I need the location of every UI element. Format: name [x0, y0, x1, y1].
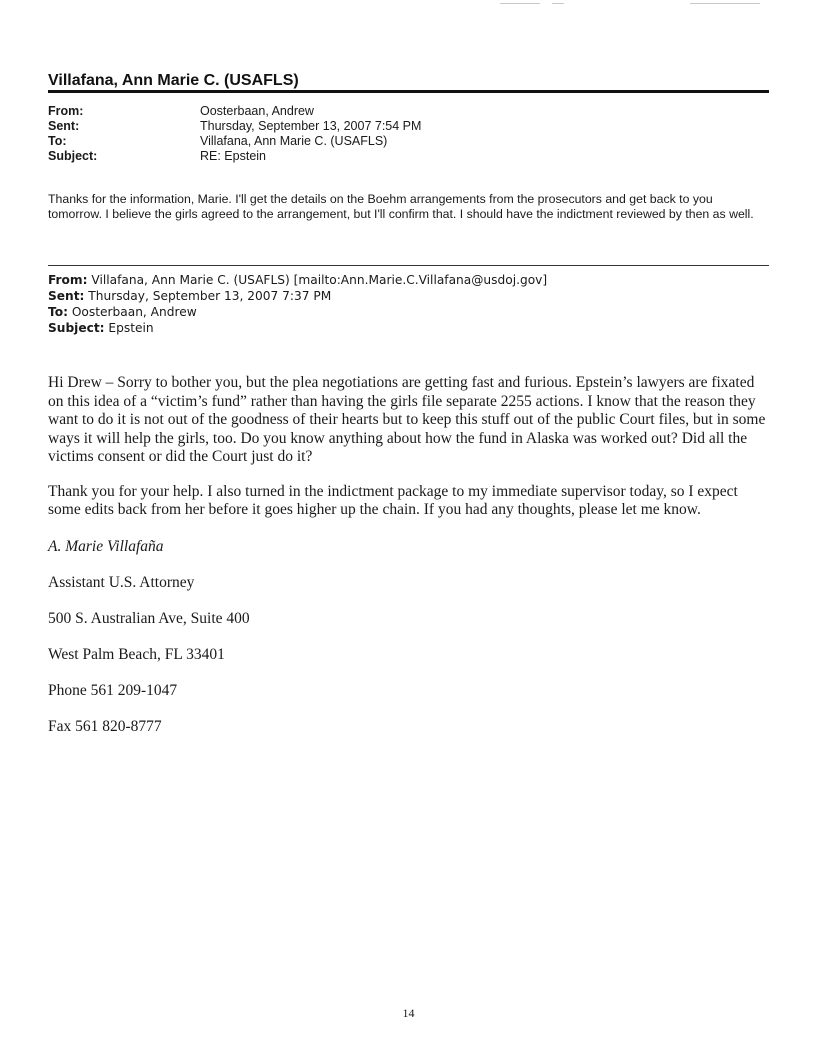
original-from-label: From:: [48, 273, 88, 287]
signature-title: Assistant U.S. Attorney: [48, 574, 195, 591]
signature-phone: Phone 561 209-1047: [48, 682, 178, 699]
original-body: [48, 374, 770, 536]
original-from-row: [48, 272, 547, 288]
reply-to-value: Villafana, Ann Marie C. (USAFLS): [200, 134, 388, 148]
reply-from-row: [48, 104, 421, 119]
signature-address-line-2: West Palm Beach, FL 33401: [48, 646, 225, 663]
reply-to-label: To:: [48, 134, 67, 148]
reply-sent-value: Thursday, September 13, 2007 7:54 PM: [200, 119, 422, 133]
original-sent-label: Sent:: [48, 289, 85, 303]
original-header: [48, 272, 547, 336]
original-from-value: Villafana, Ann Marie C. (USAFLS) [mailto:Ann.Marie.C.Villafana@usdoj.gov]: [91, 273, 548, 287]
original-to-row: [48, 304, 547, 320]
mailbox-owner-heading: Villafana, Ann Marie C. (USAFLS): [48, 72, 299, 89]
heading-rule: [48, 90, 769, 93]
signature-fax: Fax 561 820-8777: [48, 718, 162, 735]
reply-subject-value: RE: Epstein: [200, 149, 267, 163]
reply-to-row: [48, 134, 421, 149]
reply-sent-label: Sent:: [48, 119, 80, 133]
reply-subject-label: Subject:: [48, 149, 98, 163]
original-paragraph-2: Thank you for your help. I also turned in the indictment package to my immediate supervisor today, so I expect some edits back from her before it goes higher up the chain. If you had any thoughts, please let me know.: [48, 482, 738, 518]
reply-sent-row: [48, 119, 421, 134]
reply-subject-row: [48, 149, 421, 164]
signature-name: A. Marie Villafaña: [48, 538, 164, 555]
page-number: 14: [402, 1006, 415, 1020]
scan-edge-marks: [0, 0, 817, 8]
reply-body-text: Thanks for the information, Marie. I'll get the details on the Boehm arrangements from the prosecutors and get back to you tomorrow. I believe the girls agreed to the arrangement, but I'll confirm that. I should have the indictment reviewed by then as well.: [48, 192, 754, 221]
original-to-label: To:: [48, 305, 68, 319]
original-paragraph-1: Hi Drew – Sorry to bother you, but the plea negotiations are getting fast and furious. Epstein’s lawyers are fixated on this idea of a “victim’s fund” rather than having the girls file separate 2255 actions. I know that the reason they want to do it is not out of the goodness of their hearts but to keep this stuff out of the public Court files, but in some ways it will help the girls, too. Do you know anything about how the fund in Alaska was worked out? Did all the victims consent or did the Court just do it?: [48, 374, 766, 465]
original-subject-row: [48, 320, 547, 336]
original-sent-row: [48, 288, 547, 304]
reply-from-label: From:: [48, 104, 84, 118]
original-sent-value: Thursday, September 13, 2007 7:37 PM: [88, 289, 332, 303]
original-subject-value: Epstein: [108, 321, 154, 335]
original-subject-label: Subject:: [48, 321, 105, 335]
reply-header: [48, 104, 421, 164]
signature-address-line-1: 500 S. Australian Ave, Suite 400: [48, 610, 250, 627]
thread-divider: [48, 265, 769, 266]
reply-from-value: Oosterbaan, Andrew: [200, 104, 314, 118]
original-to-value: Oosterbaan, Andrew: [71, 305, 197, 319]
